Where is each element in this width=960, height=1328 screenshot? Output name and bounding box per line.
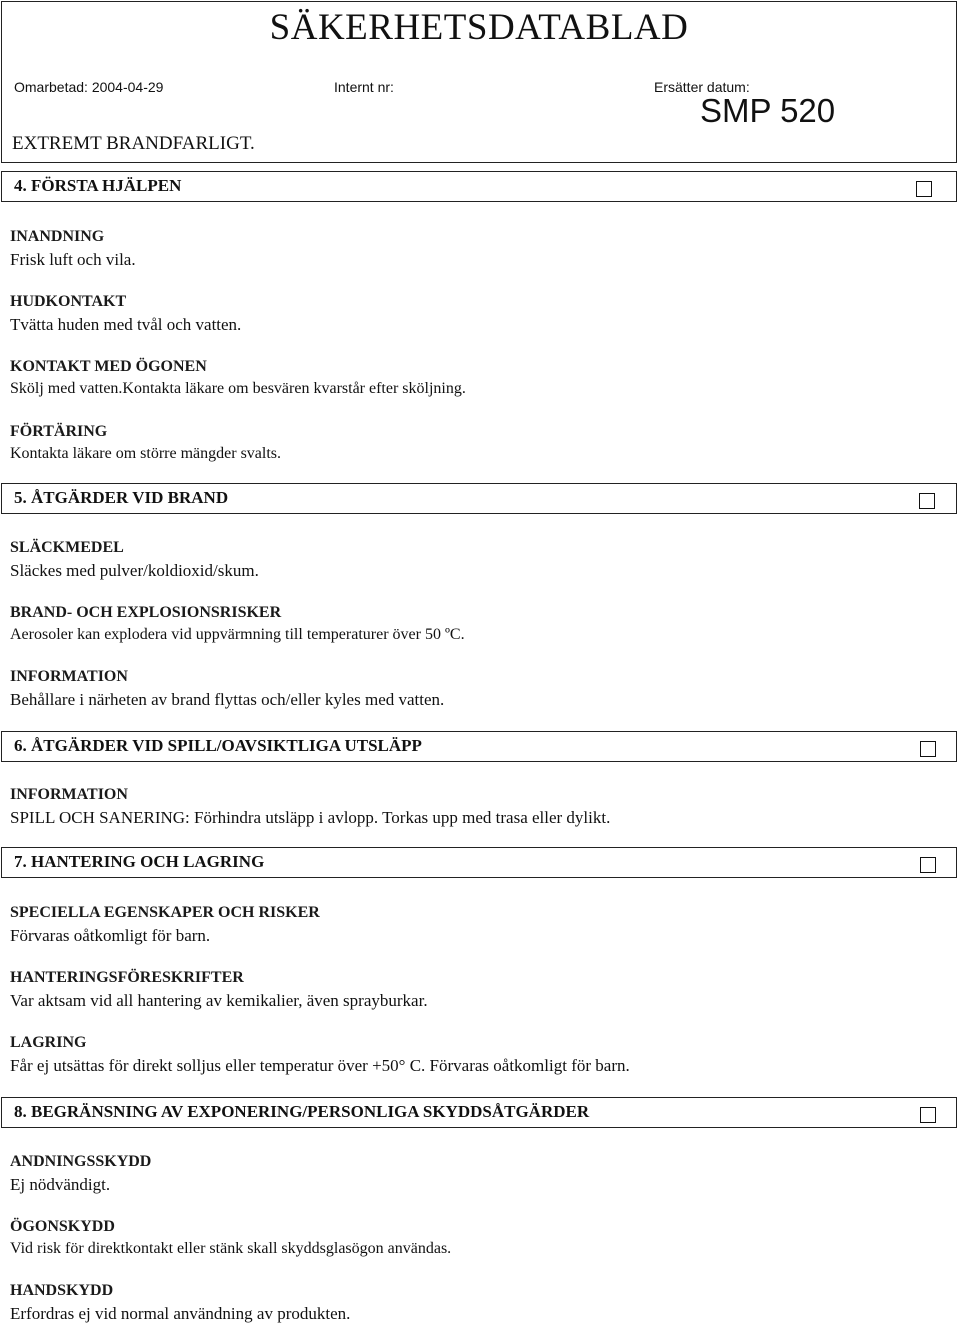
item-label: HANDSKYDD [10,1282,114,1299]
section-checkbox-icon[interactable] [916,181,932,197]
section-7-title: 7. HANTERING OCH LAGRING [14,852,265,871]
section-checkbox-icon[interactable] [920,741,936,757]
section-checkbox-icon[interactable] [919,493,935,509]
item-label: SPECIELLA EGENSKAPER OCH RISKER [10,904,320,921]
item-text: SPILL OCH SANERING: Förhindra utsläpp i avlopp. Torkas upp med trasa eller dylikt. [10,808,611,827]
item-text: Kontakta läkare om större mängder svalts. [10,445,282,462]
item-text: Skölj med vatten.Kontakta läkare om besvären kvarstår efter sköljning. [10,380,466,397]
hazard-note: EXTREMT BRANDFARLIGT. [12,133,255,154]
revised-date: Omarbetad: 2004-04-29 [14,79,164,95]
item-text: Ej nödvändigt. [10,1175,111,1194]
replaces-date-label: Ersätter datum: [654,79,750,95]
item-label: HANTERINGSFÖRESKRIFTER [10,969,244,986]
section-4-title: 4. FÖRSTA HJÄLPEN [14,176,182,195]
section-5-title: 5. ÅTGÄRDER VID BRAND [14,488,229,507]
item-text: Tvätta huden med tvål och vatten. [10,315,242,334]
document-header [1,1,957,163]
section-checkbox-icon[interactable] [920,1107,936,1123]
section-8-title: 8. BEGRÄNSNING AV EXPONERING/PERSONLIGA SKYDDSÅTGÄRDER [14,1102,590,1121]
item-label: INFORMATION [10,668,128,685]
section-checkbox-icon[interactable] [920,857,936,873]
section-5-header [1,483,957,514]
item-label: INFORMATION [10,786,128,803]
item-label: HUDKONTAKT [10,293,127,310]
item-text: Behållare i närheten av brand flyttas och/eller kyles med vatten. [10,690,445,709]
section-7-header [1,847,957,878]
item-label: ANDNINGSSKYDD [10,1153,152,1170]
section-8-header [1,1097,957,1128]
item-label: KONTAKT MED ÖGONEN [10,358,207,375]
item-text: Erfordras ej vid normal användning av produkten. [10,1304,351,1323]
item-text: Var aktsam vid all hantering av kemikalier, även sprayburkar. [10,991,428,1010]
item-label: SLÄCKMEDEL [10,539,124,556]
item-text: Aerosoler kan explodera vid uppvärmning till temperaturer över 50 ºC. [10,626,465,643]
item-text: Vid risk för direktkontakt eller stänk skall skyddsglasögon användas. [10,1240,452,1257]
item-label: FÖRTÄRING [10,423,108,440]
section-6-title: 6. ÅTGÄRDER VID SPILL/OAVSIKTLIGA UTSLÄPP [14,736,422,755]
section-4-header [1,171,957,202]
internal-number-label: Internt nr: [334,79,394,95]
document-title: SÄKERHETSDATABLAD [269,7,689,48]
item-label: INANDNING [10,228,105,245]
item-text: Frisk luft och vila. [10,250,136,269]
section-6-header [1,731,957,762]
item-text: Släckes med pulver/koldioxid/skum. [10,561,259,580]
item-label: LAGRING [10,1034,87,1051]
item-text: Får ej utsättas för direkt solljus eller temperatur över +50° C. Förvaras oåtkomligt för barn. [10,1056,630,1075]
item-text: Förvaras oåtkomligt för barn. [10,926,211,945]
item-label: BRAND- OCH EXPLOSIONSRISKER [10,604,282,621]
item-label: ÖGONSKYDD [10,1218,115,1235]
product-code: SMP 520 [700,92,836,129]
